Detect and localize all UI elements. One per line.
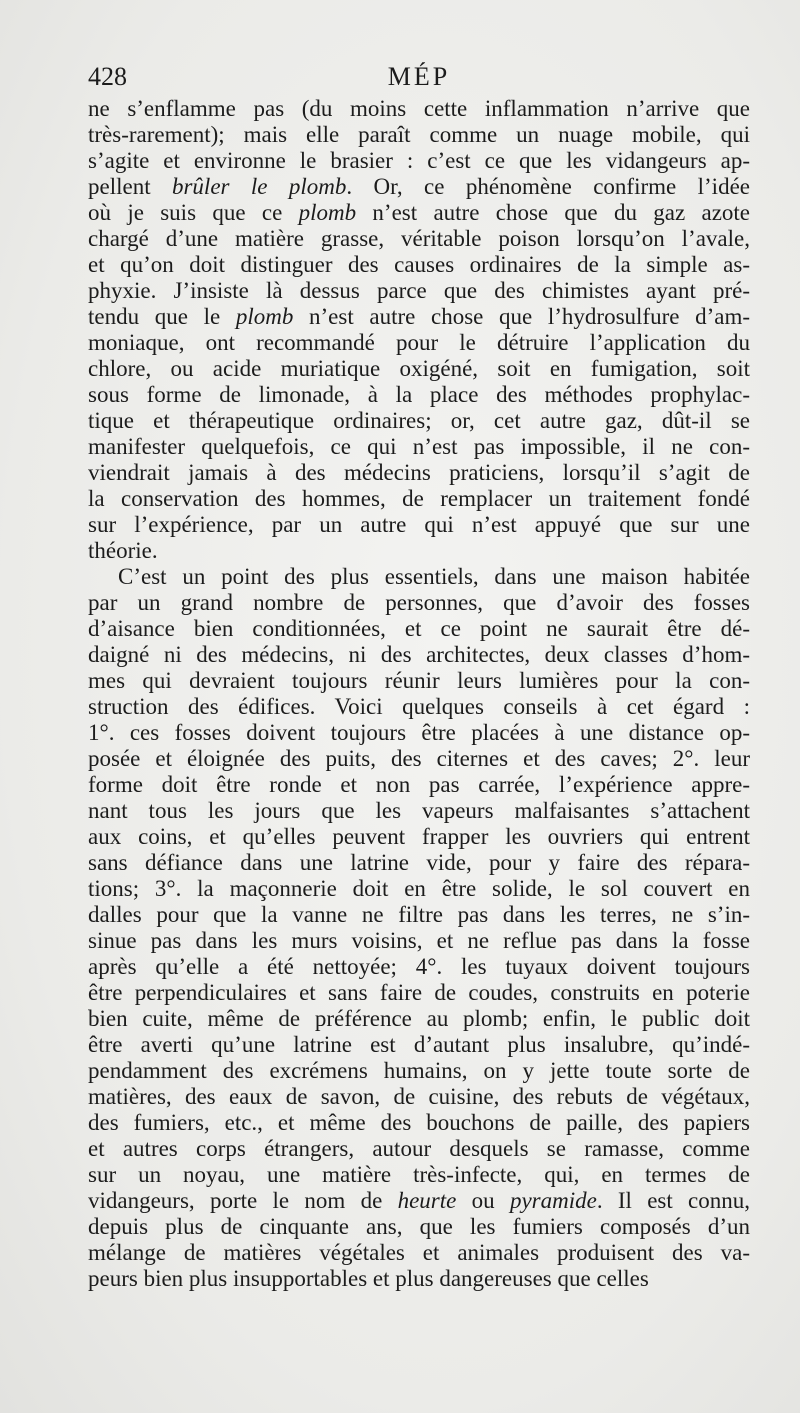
page-number: 428 [88, 62, 127, 91]
text-segment: chargé d’une matière grasse, véritable poison lorsqu’on l’avale, [88, 226, 750, 251]
text-segment: sans défiance dans une latrine vide, pour y faire des répara- [88, 850, 750, 875]
text-segment: des fumiers, etc., et même des bouchons de paille, des papiers [88, 1110, 750, 1135]
text-segment: tions; 3°. la maçonnerie doit en être solide, le sol couvert en [88, 876, 750, 901]
text-segment: matières, des eaux de savon, de cuisine, des rebuts de végétaux, [88, 1084, 750, 1109]
running-title: MÉP [387, 62, 451, 91]
text-segment: et autres corps étrangers, autour desquels se ramasse, comme [88, 1136, 750, 1161]
text-line [88, 356, 750, 382]
text-line [88, 252, 750, 278]
text-line [88, 1084, 750, 1110]
text-line [88, 226, 750, 252]
text-segment: mes qui devraient toujours réunir leurs lumières pour la con- [88, 668, 750, 693]
text-line [88, 720, 750, 746]
text-segment: d’aisance bien conditionnées, et ce point ne saurait être dé- [88, 616, 750, 641]
text-line [88, 382, 750, 408]
text-segment: par un grand nombre de personnes, que d’avoir des fosses [88, 590, 750, 615]
text-line [88, 200, 750, 226]
text-segment: depuis plus de cinquante ans, que les fumiers composés d’un [88, 1214, 750, 1239]
text-segment: dalles pour que la vanne ne filtre pas dans les terres, ne s’in- [88, 902, 750, 927]
text-line [88, 954, 750, 980]
text-line [88, 486, 750, 512]
text-line [88, 434, 750, 460]
text-line [88, 96, 750, 122]
text-segment: ou [456, 1188, 510, 1213]
body-text [88, 96, 750, 1292]
italic-term: pyramide [509, 1188, 597, 1213]
text-segment: ne s’enflamme pas (du moins cette inflammation n’arrive que [88, 96, 750, 121]
text-line [88, 980, 750, 1006]
paragraph [88, 96, 750, 564]
text-line [88, 1136, 750, 1162]
italic-term: heurte [397, 1188, 457, 1213]
page-header [88, 62, 750, 96]
text-line [88, 694, 750, 720]
text-segment: vidangeurs, porte le nom de [88, 1188, 398, 1213]
text-segment: 1°. ces fosses doivent toujours être placées à une distance op- [88, 720, 750, 745]
text-line [88, 642, 750, 668]
text-segment: manifester quelquefois, ce qui n’est pas impossible, il ne con- [88, 434, 750, 459]
text-line [88, 746, 750, 772]
text-line [88, 876, 750, 902]
text-line [88, 278, 750, 304]
text-segment: phyxie. J’insiste là dessus parce que des chimistes ayant pré- [88, 278, 750, 303]
text-line [88, 824, 750, 850]
text-segment: théorie. [88, 538, 158, 563]
text-segment: C’est un point des plus essentiels, dans une maison habitée [118, 564, 750, 589]
italic-term: plomb [235, 304, 294, 329]
text-line [88, 1240, 750, 1266]
text-segment: s’agite et environne le brasier : c’est ce que les vidangeurs ap- [88, 148, 750, 173]
text-segment: après qu’elle a été nettoyée; 4°. les tuyaux doivent toujours [88, 954, 750, 979]
text-segment: sinue pas dans les murs voisins, et ne reflue pas dans la fosse [88, 928, 750, 953]
text-line [88, 408, 750, 434]
italic-term: brûler le plomb [171, 174, 347, 199]
text-line [88, 1266, 750, 1292]
text-line [88, 304, 750, 330]
text-segment: posée et éloignée des puits, des citernes et des caves; 2°. leur [88, 746, 750, 771]
text-segment: pellent [88, 174, 172, 199]
text-line [88, 512, 750, 538]
text-line [88, 330, 750, 356]
text-line [88, 850, 750, 876]
text-line [88, 1188, 750, 1214]
text-line [88, 1214, 750, 1240]
text-line [88, 902, 750, 928]
text-segment: viendrait jamais à des médecins praticiens, lorsqu’il s’agit de [88, 460, 750, 485]
text-segment: être perpendiculaires et sans faire de coudes, construits en poterie [88, 980, 750, 1005]
text-segment: sur un noyau, une matière très-infecte, qui, en termes de [88, 1162, 750, 1187]
text-line [88, 122, 750, 148]
italic-term: plomb [298, 200, 357, 225]
text-segment: nant tous les jours que les vapeurs malfaisantes s’attachent [88, 798, 750, 823]
text-segment: . Il est connu, [596, 1188, 751, 1213]
text-segment: sous forme de limonade, à la place des méthodes prophylac- [88, 382, 750, 407]
text-line [88, 538, 750, 564]
text-segment: pendamment des excrémens humains, on y jette toute sorte de [88, 1058, 750, 1083]
text-line [88, 590, 750, 616]
text-segment: forme doit être ronde et non pas carrée, l’expérience appre- [88, 772, 750, 797]
text-segment: daigné ni des médecins, ni des architectes, deux classes d’hom- [88, 642, 750, 667]
text-segment: bien cuite, même de préférence au plomb; enfin, le public doit [88, 1006, 750, 1031]
text-segment: n’est autre chose que du gaz azote [356, 200, 751, 225]
paragraph [88, 564, 750, 1292]
text-line [88, 1162, 750, 1188]
text-line [88, 928, 750, 954]
text-line [88, 460, 750, 486]
text-segment: et qu’on doit distinguer des causes ordinaires de la simple as- [88, 252, 750, 277]
text-segment: struction des édifices. Voici quelques conseils à cet égard : [88, 694, 750, 719]
text-segment: chlore, ou acide muriatique oxigéné, soit en fumigation, soit [88, 356, 750, 381]
text-line [88, 174, 750, 200]
text-line [88, 1110, 750, 1136]
text-segment: être averti qu’une latrine est d’autant plus insalubre, qu’indé- [88, 1032, 750, 1057]
text-segment: mélange de matières végétales et animales produisent des va- [88, 1240, 750, 1265]
text-segment: aux coins, et qu’elles peuvent frapper les ouvriers qui entrent [88, 824, 750, 849]
text-segment: peurs bien plus insupportables et plus dangereuses que celles [88, 1266, 649, 1291]
text-segment: où je suis que ce [88, 200, 299, 225]
text-line [88, 564, 750, 590]
text-line [88, 1058, 750, 1084]
text-segment: tendu que le [88, 304, 236, 329]
text-segment: la conservation des hommes, de remplacer un traitement fondé [88, 486, 750, 511]
text-segment: n’est autre chose que l’hydrosulfure d’am- [293, 304, 750, 329]
text-segment: sur l’expérience, par un autre qui n’est appuyé que sur une [88, 512, 750, 537]
text-segment: moniaque, ont recommandé pour le détruire l’application du [88, 330, 750, 355]
text-segment: tique et thérapeutique ordinaires; or, cet autre gaz, dût-il se [88, 408, 750, 433]
text-segment: . Or, ce phénomène confirme l’idée [346, 174, 750, 199]
text-line [88, 772, 750, 798]
text-line [88, 616, 750, 642]
text-line [88, 1032, 750, 1058]
text-line [88, 1006, 750, 1032]
text-line [88, 668, 750, 694]
text-line [88, 798, 750, 824]
text-segment: très-rarement); mais elle paraît comme un nuage mobile, qui [88, 122, 750, 147]
text-line [88, 148, 750, 174]
